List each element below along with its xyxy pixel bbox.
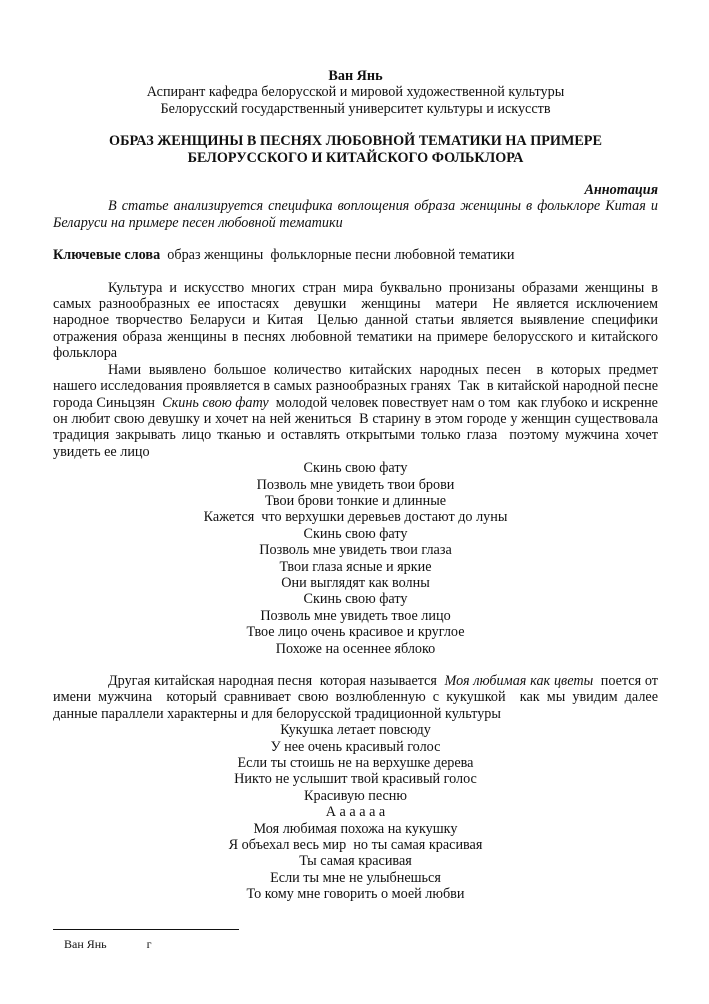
verse-line: Позволь мне увидеть твое лицо bbox=[260, 607, 451, 624]
paragraph-song-1-tail: молодой человек повествует нам о том как глубоко и искренне он любит свою девушку и хочет на ней жениться В старину в этом городе у женщин существовала традиция закрывать лицо тканью и оставлять открытыми только глаза поэтому мужчина хочет увидеть ее лицо bbox=[53, 394, 662, 460]
footnote-year-suffix: г bbox=[146, 937, 152, 951]
verse-line: Похоже на осеннее яблоко bbox=[275, 640, 436, 657]
verse-line: Скинь свою фату bbox=[303, 460, 408, 477]
verse-line: Красивую песню bbox=[304, 787, 407, 804]
verse-line: То кому мне говорить о моей любви bbox=[246, 886, 465, 903]
paragraph-intro: Культура и искусство многих стран мира буквально пронизаны образами женщины в самых разнообразных ее ипостасях девушки женщины матери Не является исключением народное творчество Беларуси и Китая Целью данной статьи является выявление специфики отражения образа женщины в песнях любовной тематики на примере белорусского и китайского фольклора bbox=[53, 279, 662, 362]
paragraph-song-2 bbox=[53, 673, 666, 722]
paragraph-song-2-tail: поется от имени мужчина который сравнивает свою возлюбленную с кукушкой как мы увидим далее данные параллели характерны и для белорусской традиционной культуры bbox=[53, 673, 666, 722]
footnote-author: Ван Янь bbox=[64, 937, 107, 951]
verse-line: А а а а а а bbox=[325, 804, 386, 821]
verse-block-2 bbox=[53, 722, 658, 902]
verse-line: Твои глаза ясные и яркие bbox=[279, 558, 432, 575]
title-line-1: ОБРАЗ ЖЕНЩИНЫ В ПЕСНЯХ ЛЮБОВНОЙ ТЕМАТИКИ НА ПРИМЕРЕ bbox=[109, 133, 602, 150]
author-institution: Белорусский государственный университет культуры и искусств bbox=[160, 100, 551, 117]
paragraph-song-2-lead: Другая китайская народная песня которая называется bbox=[108, 673, 445, 689]
spacer bbox=[53, 657, 658, 673]
verse-line: Ты самая красивая bbox=[299, 853, 412, 870]
author-position: Аспирант кафедра белорусской и мировой художественной культуры bbox=[146, 84, 565, 101]
verse-line: Кукушка летает повсюду bbox=[280, 722, 431, 739]
song-title-2: Моя любимая как цветы bbox=[444, 673, 594, 689]
footnote-separator bbox=[53, 929, 239, 930]
verse-line: У нее очень красивый голос bbox=[270, 738, 441, 755]
keywords-text: образ женщины фольклорные песни любовной тематики bbox=[160, 247, 515, 264]
verse-line: Скинь свою фату bbox=[303, 591, 408, 608]
document-page bbox=[53, 68, 666, 903]
verse-line: Позволь мне увидеть твои глаза bbox=[259, 542, 452, 559]
verse-line: Скинь свою фату bbox=[303, 525, 408, 542]
paragraph-song-1-lead: Нами выявлено большое количество китайских народных песен в которых предмет нашего исследования проявляется в самых разнообразных гранях Так в китайской народной песне города Синьцзян bbox=[53, 361, 662, 411]
verse-line: Они выглядят как волны bbox=[281, 574, 430, 591]
keywords-label: Ключевые слова bbox=[53, 247, 161, 264]
title-line-2: БЕЛОРУССКОГО И КИТАЙСКОГО ФОЛЬКЛОРА bbox=[187, 149, 524, 166]
abstract-text: В статье анализируется специфика воплощения образа женщины в фольклоре Китая и Беларуси на примере песен любовной тематики bbox=[53, 198, 658, 231]
verse-line: Никто не услышит твой красивый голос bbox=[234, 771, 477, 788]
author-name: Ван Янь bbox=[328, 68, 383, 84]
article-title bbox=[53, 133, 658, 166]
verse-block-1 bbox=[53, 460, 658, 657]
verse-line: Позволь мне увидеть твои брови bbox=[256, 476, 455, 493]
paragraph-song-1 bbox=[53, 361, 662, 460]
verse-line: Твое лицо очень красивое и круглое bbox=[246, 624, 465, 641]
abstract-heading: Аннотация bbox=[584, 182, 658, 199]
song-title-1: Скинь свою фату bbox=[162, 394, 269, 411]
verse-line: Если ты мне не улыбнешься bbox=[270, 869, 441, 886]
verse-line: Кажется что верхушки деревьев достают до луны bbox=[203, 509, 508, 526]
verse-line: Твои брови тонкие и длинные bbox=[264, 492, 447, 509]
footnote bbox=[64, 937, 152, 951]
verse-line: Если ты стоишь не на верхушке дерева bbox=[237, 755, 474, 772]
verse-line: Я объехал весь мир но ты самая красивая bbox=[228, 837, 483, 854]
verse-line: Моя любимая похожа на кукушку bbox=[253, 820, 458, 837]
keywords bbox=[53, 247, 658, 263]
